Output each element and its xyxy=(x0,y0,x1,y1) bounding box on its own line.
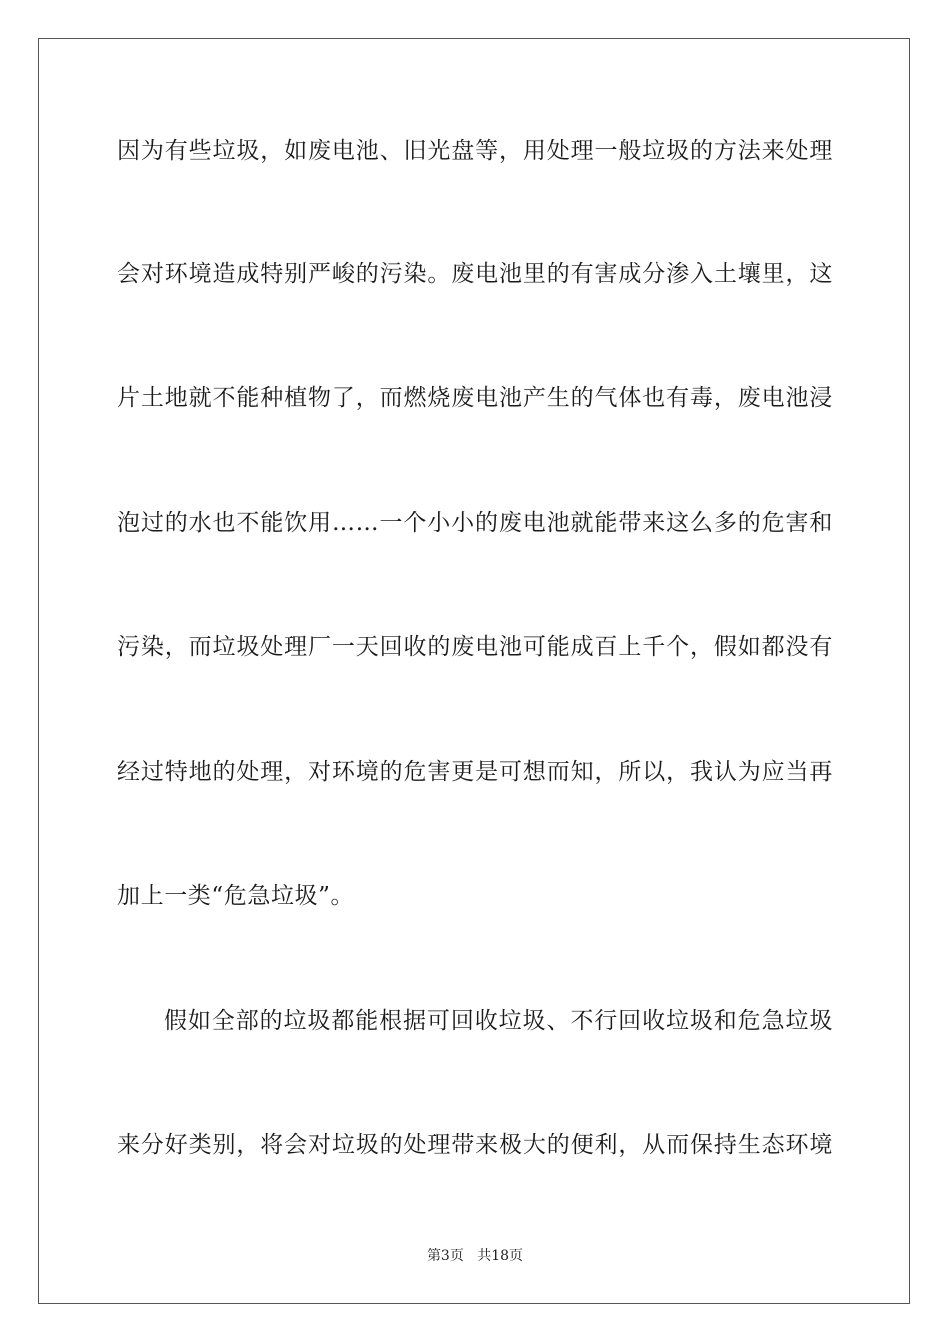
paragraph-line: 片土地就不能种植物了，而燃烧废电池产生的气体也有毒，废电池浸 xyxy=(117,385,833,411)
paragraph-line: 假如全部的垃圾都能根据可回收垃圾、不行回收垃圾和危急垃圾 xyxy=(164,1008,833,1034)
paragraph-line: 会对环境造成特别严峻的污染。废电池里的有害成分渗入土壤里，这 xyxy=(117,261,833,287)
paragraph-line: 因为有些垃圾，如废电池、旧光盘等，用处理一般垃圾的方法来处理 xyxy=(117,138,833,164)
paragraph-line: 经过特地的处理，对环境的危害更是可想而知，所以，我认为应当再 xyxy=(117,759,833,785)
paragraph-line: 泡过的水也不能饮用……一个小小的废电池就能带来这么多的危害和 xyxy=(117,510,833,536)
page-border xyxy=(38,38,910,1304)
paragraph-line: 加上一类“危急垃圾”。 xyxy=(117,883,355,909)
paragraph-line: 污染，而垃圾处理厂一天回收的废电池可能成百上千个，假如都没有 xyxy=(117,634,833,660)
paragraph-line: 来分好类别，将会对垃圾的处理带来极大的便利，从而保持生态环境 xyxy=(117,1132,833,1158)
page-number: 第3页 xyxy=(426,1248,464,1264)
page-total: 共18页 xyxy=(477,1248,524,1264)
page-footer xyxy=(0,1247,950,1265)
